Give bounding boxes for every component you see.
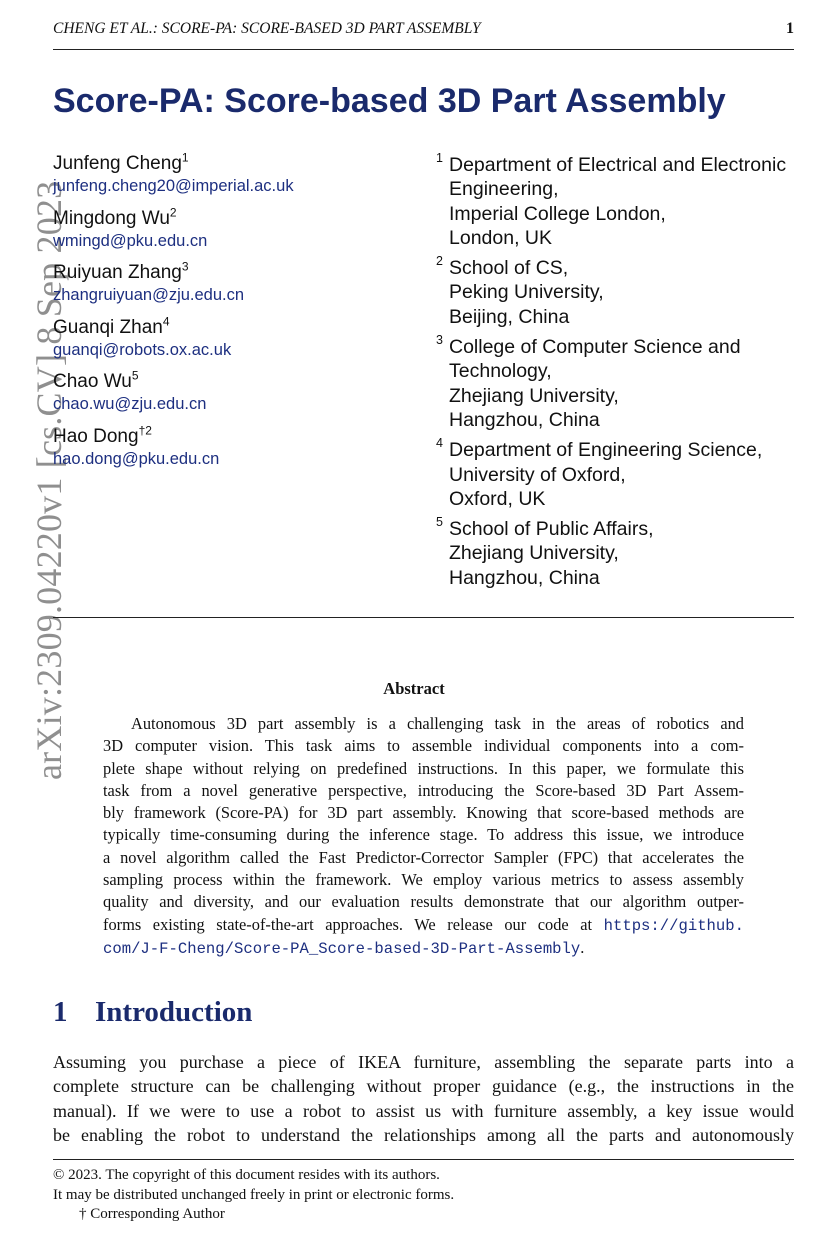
author-entry xyxy=(53,425,413,480)
author-name: Guanqi Zhan$^4$ xyxy=(53,314,170,338)
affiliation-number: 5 xyxy=(436,515,443,530)
author-email-link[interactable]: junfeng.cheng20@imperial.ac.uk xyxy=(53,177,294,195)
affiliation-entry xyxy=(436,153,806,250)
affiliation-line: Hangzhou, China xyxy=(449,408,600,431)
affiliation-line: Engineering, xyxy=(449,178,559,201)
affiliation-line: Technology, xyxy=(449,360,552,383)
copyright-footnote: © 2023. The copyright of this document resides with its authors. xyxy=(53,1167,440,1183)
affiliation-number: 3 xyxy=(436,333,443,348)
header-rule xyxy=(53,49,794,50)
affiliation-entry xyxy=(436,517,806,590)
affiliation-line: Zhejiang University, xyxy=(449,384,619,407)
author-name: Hao Dong$^{\dagger 2}$ xyxy=(53,423,152,447)
footnote-rule xyxy=(53,1159,794,1160)
abstract-line: com/J-F-Cheng/Score-PA_Score-based-3D-Part-Assembly. xyxy=(103,937,585,958)
author-email-link[interactable]: hao.dong@pku.edu.cn xyxy=(53,449,220,468)
abstract-line: task from a novel generative perspective, introducing the Score-based 3D Part Assem- xyxy=(103,780,744,800)
paper-title: Score-PA: Score-based 3D Part Assembly xyxy=(53,82,726,120)
affiliation-entry xyxy=(436,256,806,329)
author-entry xyxy=(53,316,413,371)
author-email-link[interactable]: guanqi@robots.ox.ac.uk xyxy=(53,340,232,359)
affiliation-line: University of Oxford, xyxy=(449,463,626,486)
affiliation-line: Hangzhou, China xyxy=(449,566,600,589)
abstract-heading: Abstract xyxy=(383,679,445,698)
author-email-link[interactable]: wmingd@pku.edu.cn xyxy=(53,231,208,250)
affiliation-line: Imperial College London, xyxy=(449,202,666,225)
affiliation-line: Peking University, xyxy=(449,281,604,304)
affiliation-line: School of Public Affairs, xyxy=(449,518,654,541)
author-name: Junfeng Cheng$^1$ xyxy=(53,150,189,174)
code-link-start[interactable]: https://github. xyxy=(603,916,744,935)
abstract-line: Autonomous 3D part assembly is a challenging task in the areas of robotics and xyxy=(131,714,744,733)
author-list xyxy=(53,152,413,479)
author-entry xyxy=(53,370,413,425)
affiliation-line: Department of Electrical and Electronic xyxy=(449,154,787,176)
author-entry xyxy=(53,152,413,207)
section-heading xyxy=(53,996,252,1029)
affiliation-line: Zhejiang University, xyxy=(449,542,619,565)
abstract-line: forms existing state-of-the-art approaches. We release our code at https://github. xyxy=(103,914,744,935)
abstract-line: plete shape without relying on predefined instructions. In this paper, we formulate this xyxy=(103,758,744,778)
affiliation-list xyxy=(436,153,806,596)
affiliation-line: School of CS, xyxy=(449,257,569,280)
affiliation-line: Department of Engineering Science, xyxy=(449,439,763,462)
abstract-line: quality and diversity, and our evaluation results demonstrate that our algorithm outper- xyxy=(103,892,744,912)
body-line: Assuming you purchase a piece of IKEA furniture, assembling the separate parts into a xyxy=(53,1052,794,1072)
body-line: manual). If we were to use a robot to assist us with furniture assembly, a key issue would xyxy=(53,1100,794,1121)
affiliation-number: 1 xyxy=(436,151,443,165)
author-name: Chao Wu$^5$ xyxy=(53,368,139,392)
body-line: complete structure can be challenging without proper guidance (e.g., the instructions in the xyxy=(53,1076,794,1097)
affiliation-number: 4 xyxy=(436,436,443,451)
body-line: be enabling the robot to understand the relationships among all the parts and autonomously xyxy=(53,1125,794,1146)
abstract-line: typically time-consuming during the inference stage. To address this issue, we introduce xyxy=(103,825,744,845)
affiliation-line: Beijing, China xyxy=(449,305,570,328)
corresponding-author-footnote: † Corresponding Author xyxy=(79,1206,225,1222)
abstract-top-rule xyxy=(53,617,794,618)
affiliation-number: 2 xyxy=(436,254,443,269)
page-number: 1 xyxy=(786,20,794,37)
abstract-body xyxy=(103,713,744,960)
affiliation-line: London, UK xyxy=(449,226,552,249)
section-number: 1 xyxy=(53,996,68,1028)
footnotes xyxy=(53,1166,454,1225)
abstract-line: bly framework (Score-PA) for 3D part assembly. Knowing that score-based methods are xyxy=(103,803,744,823)
affiliation-entry xyxy=(436,335,806,432)
abstract-line: 3D computer vision. This task aims to assemble individual components into a com- xyxy=(103,736,744,756)
author-email-link[interactable]: zhangruiyuan@zju.edu.cn xyxy=(53,286,245,304)
author-name: Ruiyuan Zhang$^3$ xyxy=(53,259,189,283)
distribution-footnote: It may be distributed unchanged freely in print or electronic forms. xyxy=(53,1186,455,1203)
affiliation-line: Oxford, UK xyxy=(449,487,546,510)
author-email-link[interactable]: chao.wu@zju.edu.cn xyxy=(53,395,207,413)
author-name: Mingdong Wu$^2$ xyxy=(53,205,177,229)
author-entry xyxy=(53,261,413,316)
abstract-line: a novel algorithm called the Fast Predictor-Corrector Sampler (FPC) that accelerates the xyxy=(103,847,744,867)
affiliation-entry xyxy=(436,438,806,511)
introduction-paragraph xyxy=(53,1050,794,1148)
code-link-end[interactable]: com/J-F-Cheng/Score-PA_Score-based-3D-Part-Assembly xyxy=(103,939,581,958)
affiliation-line: College of Computer Science and xyxy=(449,336,741,359)
arxiv-stamp: arXiv:2309.04220v1 [cs.CV] 8 Sep 2023 xyxy=(29,180,69,780)
abstract-line: sampling process within the framework. We employ various metrics to assess assembly xyxy=(103,870,744,890)
author-entry xyxy=(53,207,413,262)
section-title: Introduction xyxy=(95,996,253,1028)
running-header-title: CHENG ET AL.: SCORE-PA: SCORE-BASED 3D PART ASSEMBLY xyxy=(53,20,481,37)
